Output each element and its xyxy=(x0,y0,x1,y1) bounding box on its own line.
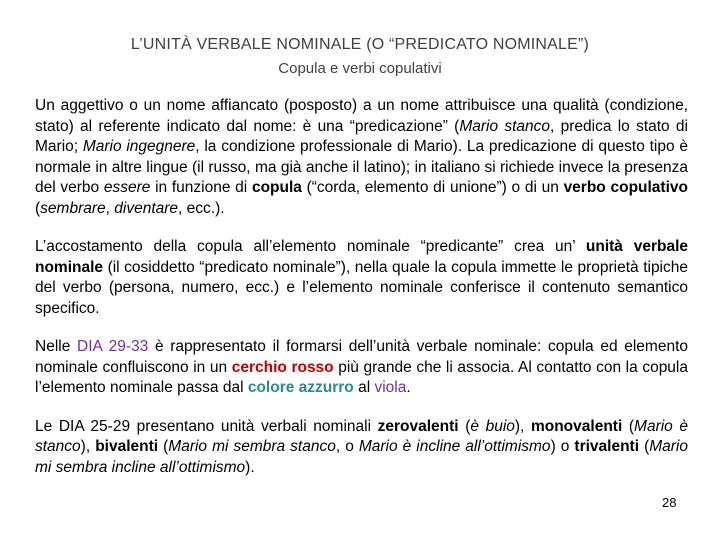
italic-text: sembrare xyxy=(40,199,106,217)
italic-text: Mario mi sembra stanco xyxy=(168,438,336,455)
text-run: ) o xyxy=(550,438,575,455)
bold-term: zerovalenti xyxy=(377,417,459,435)
text-run: Le DIA 25-29 presentano unità verbali nominali xyxy=(35,417,378,435)
text-run: ( xyxy=(158,438,169,455)
bold-term: trivalenti xyxy=(574,438,640,455)
text-run: , la condizione professionale di Mario). La predicazione di questo tipo è normale in altre lingue (il russo, ma già anche il latino); in italiano si richiede invece la presenza del verbo xyxy=(35,138,688,196)
italic-text: Mario ingegnere xyxy=(82,138,196,155)
text-run: in funzione di xyxy=(150,179,252,196)
italic-text: Mario mi sembra incline all’ottimismo xyxy=(35,438,688,476)
text-run: ( xyxy=(622,417,635,435)
bold-term: verbo copulativo xyxy=(563,179,688,196)
italic-text: Mario è incline all’ottimismo xyxy=(358,438,551,455)
highlight-teal: colore azzurro xyxy=(247,379,354,396)
text-run: ( xyxy=(458,417,471,435)
highlight-purple: DIA 29-33 xyxy=(77,338,149,355)
text-run: , ecc.). xyxy=(178,199,225,217)
page-subtitle: Copula e verbi copulativi xyxy=(278,60,442,77)
paragraph-copula-intro xyxy=(35,96,688,219)
text-run: Un aggettivo o un nome affiancato (posposto) a un nome attribuisce una qualità (condizione, stato) al referente indicato dal nome: è una “predicazione” ( xyxy=(35,97,688,135)
bold-term: copula xyxy=(251,179,302,196)
text-run: ), xyxy=(514,417,531,435)
text-run: , o xyxy=(335,438,359,455)
italic-text: essere xyxy=(103,179,151,196)
italic-text: Mario è stanco xyxy=(35,417,689,455)
slide-body xyxy=(35,96,688,496)
paragraph-valency xyxy=(35,417,688,479)
bold-term: monovalenti xyxy=(530,417,623,435)
text-run: . xyxy=(406,379,411,396)
text-run: ). xyxy=(245,458,255,476)
text-run: ( xyxy=(35,199,41,217)
text-run: (il cosiddetto “predicato nominale”), nella quale la copula immette le proprietà tipiche del verbo (persona, numero, ecc.) e l’elemento nominale conferisce il contenuto semantico specifico. xyxy=(35,258,688,317)
text-run: (“corda, elemento di unione”) o di un xyxy=(301,179,564,196)
highlight-red: cerchio rosso xyxy=(231,358,334,376)
highlight-purple: viola xyxy=(374,379,407,396)
page-number: 28 xyxy=(662,495,677,510)
bold-term: bivalenti xyxy=(95,438,159,455)
slide-title xyxy=(0,34,720,80)
page-title: L’UNITÀ VERBALE NOMINALE (O “PREDICATO NOMINALE”) xyxy=(130,36,590,53)
italic-text: diventare xyxy=(114,199,179,217)
text-run: , predica lo stato di Mario; xyxy=(35,117,688,155)
italic-text: Mario stanco xyxy=(459,117,551,135)
text-run: Nelle xyxy=(35,338,77,355)
text-run: ( xyxy=(639,438,650,455)
text-run: L’accostamento della copula all’elemento nominale “predicante” crea un’ xyxy=(35,238,586,255)
italic-text: è buio xyxy=(470,417,515,435)
text-run: più grande che li associa. Al contatto con la copula l’elemento nominale passa dal xyxy=(35,358,688,396)
text-run: ), xyxy=(80,438,96,455)
text-run: , xyxy=(105,199,115,217)
text-run: al xyxy=(353,379,375,396)
text-run: è rappresentato il formarsi dell’unità verbale nominale: copula ed elemento nominale confluiscono in un xyxy=(35,338,688,376)
paragraph-dia-29-33 xyxy=(35,337,688,399)
bold-term: unità verbale nominale xyxy=(35,238,688,276)
paragraph-verbal-unit xyxy=(35,237,688,319)
